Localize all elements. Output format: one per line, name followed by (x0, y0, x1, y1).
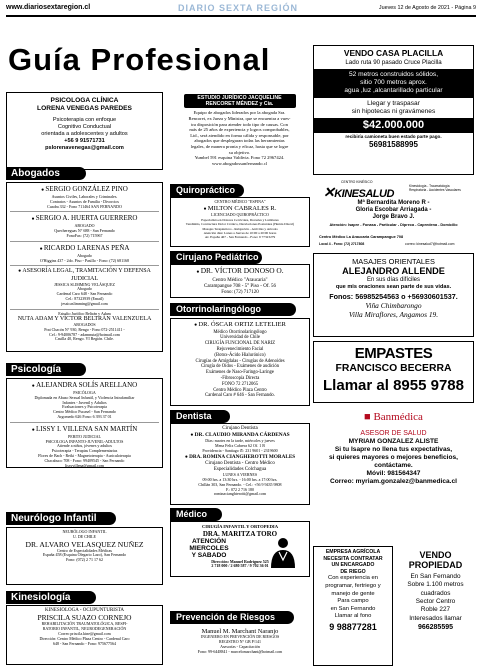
banner-line: 52 metros construidos sólidos, (348, 71, 439, 78)
listing-line: Especialista en Dolores Cervicales, Dorsales y Lumbares (201, 218, 279, 223)
listing-line: PSICÓLOGA (73, 390, 96, 395)
cirujano-pediatrico-listing (170, 264, 310, 298)
listing-line: Masajes Terapéuticos - Relajación - Arrivilas y Artrosis (202, 226, 278, 231)
logo-text: KINESALUD (334, 188, 394, 200)
listing-line: Flores de Bach - Reiki - Magnetoterapia - Auriculoterapia (38, 452, 131, 458)
listing-line: Abogado (77, 252, 92, 258)
listing-line: O'Higgins 437 - 2do. Piso - Pasillo - Fono: (72) 681168 (40, 257, 129, 263)
listing-email[interactable]: lissyvillena@gmail.com (65, 462, 104, 468)
ad-phone[interactable]: 8955 9788 (393, 377, 464, 394)
center-name: Centro Médico La Araucaria (319, 235, 370, 239)
newspaper-title: DIARIO SEXTA REGIÓN (178, 3, 299, 13)
riegos-listing (170, 626, 310, 664)
schedule-line: Y SABADO (191, 552, 227, 560)
header-rule (6, 15, 476, 17)
listing-name: ● RICARDO LARENAS PEÑA (39, 243, 130, 252)
ad-call-line (314, 375, 473, 397)
kinesalud-atencion: Atención: Isapre - Fonasa - Particular - Dipreca - Capredena - Domicilio (329, 223, 458, 227)
ad-title: ASESOR DE SALUD (360, 430, 427, 437)
listing-line: Casilla 40, Rengo. VI Región. Chile. (55, 336, 114, 342)
listing-line: Rejuvenecimiento Facial (216, 346, 264, 352)
ad-line: Psicoterapia con enfoque (52, 117, 117, 123)
listing-line: REGISTRO N° GB P/141 (219, 639, 261, 645)
listing-line: Fono: (072) 2 71 17 62 (66, 557, 103, 563)
listing-name: ● DR. ÓSCAR ORTIZ LETELIER (194, 321, 286, 328)
listing-line: Prat Chacón N° 930, Rengo - Fono 072-2511411 - (44, 326, 125, 332)
listing-name: ● DR. VÍCTOR DONOSO O. (196, 266, 284, 275)
kinesalud-names (313, 200, 474, 222)
ad-line: Equipo de abogados liderados por la abogada Sra. (193, 110, 286, 116)
listing-line: JESSICA SLIMMING VELÁSQUEZ (54, 281, 115, 287)
ad-subtitle: Lado ruta 90 pasado Cruce Placilla (345, 59, 442, 66)
ad-line: sin hipotecas ni gravámenes (351, 107, 436, 115)
listing-name: ● SERGIO GONZÁLEZ PINO (41, 185, 128, 193)
ad-line: Ltd., será atendido en forma cálida y responsable, por (190, 132, 289, 138)
ad-line: Con experiencia en (328, 575, 378, 582)
name-line: Jorge Bravo J. (372, 214, 415, 221)
listing-line: PERITO JUDICIAL (68, 433, 101, 439)
ad-line: Llegar y traspasar (367, 99, 420, 107)
name-line: Gloria Escobar Arriagada - (355, 207, 432, 214)
ad-line: Yumbel 591 esquina Valdivia. Fono 72 2967424. (194, 155, 285, 161)
kinesalud-tagline (409, 184, 461, 192)
listing-name-text: DR. VÍCTOR DONOSO O. (200, 266, 284, 275)
ad-line: NECESITA CONTRATAR (323, 555, 383, 562)
listing-line: INGENIERO EN PREVENCIÓN DE RIESGOS (200, 634, 280, 640)
ad-title: EMPASTES (354, 345, 433, 362)
ad-line: Rencoret, ex Jueza y Ministra, que se encuentra a vues- (188, 116, 291, 121)
listing-line: Chacabuco 708 - Fono: 99409545 - San Fernando (44, 457, 125, 463)
ad-line: si quieres mayores o mejores beneficios, (329, 454, 458, 461)
listing-line: U. DE CHILE (73, 533, 96, 539)
ad-banner (314, 69, 473, 98)
call-text: Llamar al (323, 377, 389, 394)
abogados-listings (6, 182, 163, 352)
casa-placilla-ad (313, 45, 474, 175)
ad-line: UN ENCARGADO (331, 562, 375, 569)
listing-line: 09:00 hrs. a 13:30 hrs. - 16:00 hrs. a 17:00 hrs. (202, 477, 278, 482)
category-medico: Médico (170, 508, 222, 521)
listing-line: Exámenes de Naso-Faringo-Laringe (206, 370, 274, 376)
ad-address-line: Viña Chimbarongo (365, 301, 422, 311)
listing-name-text: MILTON CABRALES R. (207, 204, 277, 212)
tagline-line: Respiratoria - Accidentes Vasculares (409, 188, 461, 192)
ad-line: más de 25 años de experiencia y logros comprobables, (189, 127, 290, 133)
listing-line: Estudio Jurídico Beltrán y Adam (58, 310, 111, 316)
ad-line: tra disposición para atender todo tipo de causas. Con (191, 121, 288, 127)
ad-email[interactable]: pslorenavenegas@gmail.com (45, 145, 124, 151)
listing-line: Carampangue 708 - 5° Piso - Of. 56 (204, 283, 276, 289)
listing-line: Cirujano Dentista (222, 426, 258, 431)
dentista-listings (170, 423, 310, 505)
listing-line: NEURÓLOGO INFANTIL (62, 529, 107, 534)
name-line: Mª Bernardita Moreno R - (357, 200, 430, 206)
ad-address-line: Villa Miraflores, Angamos 19. (348, 310, 439, 320)
listing-line: -Fibroscopía Directa (220, 375, 260, 381)
listing-line: Días: martes en la tarde, miércoles y jueves (205, 438, 275, 444)
listing-line: Providencia - Santiago ✆: 231 9601 - 2319600 (202, 448, 278, 453)
category-dentista: Dentista (170, 410, 230, 423)
listing-line: LICENCIADO QUIROPRÁCTICO (211, 212, 269, 218)
ad-line: manejo de gente (331, 590, 375, 597)
ad-phone[interactable]: 56981588995 (369, 140, 418, 150)
ad-line: su objetivo. (228, 149, 251, 155)
neurologo-listing (6, 527, 163, 585)
listing-line: Tendinitis, Contractura Dolor Crónico, Desviaciones Posturales (Hernia Discal) (185, 222, 295, 227)
ad-line: que mis oraciones sean parte de sus vidas. (335, 284, 452, 291)
listing-name-text: DR. CLAUDIO MIRANDA CÁRDENAS (194, 432, 290, 438)
listing-name: DRA. MARITZA TORO (202, 530, 278, 538)
ad-line: Roble 227 (420, 606, 451, 614)
ad-name: ALEJANDRO ALLENDE (342, 266, 445, 276)
schedule-line: MIERCOLES (189, 545, 229, 553)
kinesalud-phone[interactable]: Local 4 - Fono: (72) 2717808 (319, 242, 365, 246)
estudio-logo: ESTUDIO JURÍDICO JACQUELINE RENCORET MÉNDEZ y Cía. (184, 94, 296, 108)
listing-line: Psicoterapia - Terapias Complementarias (51, 448, 118, 454)
ad-line: EMPRESA AGRÍCOLA (325, 549, 381, 555)
listing-line: Argomedo 626 Fono: 6 393 37 01 (57, 413, 112, 419)
listing-line: Quechereguas N° 688 - San Fernando (54, 228, 115, 234)
issue-date: Jueves 12 de Agosto de 2021 - Página 9 (378, 5, 476, 11)
listing-line: Centro Médico "Araucaria" (212, 277, 268, 283)
listing-name-text: RICARDO LARENAS PEÑA (43, 243, 130, 252)
ad-line: Para campo (337, 598, 369, 605)
listing-line: CIRUGÍA FUNCIONAL DE NARIZ (204, 341, 276, 347)
listing-line: Especialidades Colchagua (213, 467, 267, 473)
listing-name: ● MILTON CABRALES R. (203, 204, 277, 212)
listing-line: Centro de Especialidades Médicas (57, 547, 112, 553)
listing-line: 648 - San Fernando - Fono: 975677564 (52, 640, 117, 646)
listing-line: Cirujano Dentista - Centro Médico (205, 461, 275, 467)
ad-email[interactable]: Correo: myriam.gonzalez@banmedica.cl (330, 478, 457, 485)
center-address: Carampangue 708 (370, 235, 404, 239)
listing-line: Centro Médico Pucasel - San Fernando (53, 409, 116, 415)
category-cirujano-pediatrico: Cirujano Pediátrico (170, 251, 262, 264)
listing-line: CENTRO MÉDICO "ESPINA" (214, 199, 266, 204)
ad-name: FRANCISCO BECERRA (335, 363, 452, 374)
listing-email[interactable]: Correo priscila.kine@gmail.com (58, 631, 111, 636)
listing-line: Centro Médico Plaza Centro (213, 387, 267, 393)
listing-name-text: SERGIO A. HUERTA GUERRERO (35, 214, 138, 223)
listing-line: F.: 072 2 716 180 (225, 486, 254, 492)
listing-name: PRISCILA SUAZO CORNEJO (37, 613, 132, 622)
section-title: Guía Profesional (8, 42, 271, 77)
listing-line: LUNES A VIERNES (222, 472, 258, 478)
ad-title: MASAJES ORIENTALES (352, 257, 435, 266)
listing-line: ABOGADOS (73, 321, 96, 327)
listing-line: Cel.: 87323939 (Email) (65, 295, 104, 301)
listing-line: KINESIOLOGA - OCUPUNTURISTA (44, 608, 125, 613)
listing-line: Asuntos Civiles, Laborales y Criminales. (51, 194, 118, 199)
ad-line: abogados que desplegaran todas las herramientas (194, 138, 285, 144)
logo-small-text: CENTRO KINÉSICO (341, 180, 373, 184)
listing-name: ● ASESORÍA LEGAL, TRAMITACIÓN Y DEFENSA JUDICIAL (18, 268, 151, 282)
listing-line: Fono: 99-6448841 - marcelomarchant@hotmail.com (197, 648, 283, 654)
listing-line: PSICOLOGA INFANTO-JUVENIL-ADULTOS (45, 438, 124, 444)
estudio-juridico-ad (168, 92, 311, 186)
listing-name: ● DRA. ROMINA CIANGHEROTTI MORALES (184, 453, 296, 460)
listing-line: Av. España 467 - San Fernando - Fono: 9 77323279 (204, 235, 276, 239)
listing-line: Mena Felix Cabrera 62 Of. 1 B (215, 443, 265, 449)
ad-phone[interactable]: Móvil: 981564347 (366, 470, 421, 477)
kinesiologia-listing (6, 605, 163, 665)
ad-line: Cognitivo Conductual (57, 124, 112, 130)
listing-line: Evaluaciones y Psicoterapia (62, 404, 107, 410)
banmedica-ad (313, 406, 474, 520)
listing-line: Cel.: 9-94006787 - adamnuta@hotmail.com (49, 331, 120, 337)
page-header (6, 3, 476, 15)
ad-line: En sus días difíciles (366, 277, 421, 283)
ad-line: Sobre 1.100 metros (407, 581, 464, 589)
listing-line: Cardenal Caro 648 - San Fernando (56, 291, 113, 297)
divider (10, 309, 159, 310)
divider (10, 241, 159, 242)
listing-name: DR. ALVARO VELASQUEZ NUÑEZ (25, 539, 144, 549)
listing-line: CIRUGÍA INFANTIL Y ORTOPEDIA (201, 524, 279, 529)
ad-phone[interactable]: +56 9 91571731 (64, 138, 105, 144)
listing-line: Fono: (72) 717120 (221, 289, 259, 295)
kinesalud-logo: ✕KINESALUD (323, 184, 394, 200)
listing-line: Cardenal Caro # 646 - San Fernando. (205, 393, 275, 399)
ad-title: PROPIEDAD (408, 560, 463, 571)
divider (10, 265, 159, 266)
category-abogados: Abogados (6, 167, 86, 180)
listing-line: Infantes - Juvenil y Adultos (62, 399, 107, 405)
listing-line: ABOGADO (74, 223, 95, 229)
ad-line: cuadrados (420, 589, 451, 597)
listing-line: Abogado (77, 286, 92, 292)
listing-name: Manuel M. Marchant Naranjo (201, 628, 279, 635)
listing-email[interactable]: rominacianghterotti@gmail.com (213, 491, 267, 497)
tagline-line: Kinesiología - Traumatología (409, 184, 450, 188)
listing-name: ● DR. CLAUDIO MIRANDA CÁRDENAS (190, 432, 290, 438)
listing-name: ● SERGIO A. HUERTA GUERRERO (31, 214, 138, 223)
kinesalud-ad (313, 178, 474, 250)
listing-line: (Botox-Ácido Hialurónico) (214, 352, 266, 358)
listing-line: FonoFax: (72) 715967 (66, 232, 103, 238)
listing-line: Cirugías de Amígdalas - Cirugías de Adenoides (195, 358, 285, 364)
agricola-ad (313, 546, 393, 666)
ad-title: VENDO CASA PLACILLA (343, 48, 444, 58)
ad-phone[interactable]: 966285595 (417, 624, 454, 632)
banner-line: agua ,luz ,alcantarillado particular (344, 87, 443, 95)
ad-line: en San Fernando (330, 605, 376, 612)
listing-line: España 458 (Esquina Olegario Lazo), San Fernando (42, 552, 127, 558)
category-kinesiologia: Kinesiología (6, 591, 96, 604)
category-neurologo: Neurólogo Infantil (6, 512, 116, 525)
listing-name: ● LISSY I. VILLENA SAN MARTÍN (31, 424, 138, 433)
listing-phone[interactable]: FONO 72 2712065 (221, 381, 259, 387)
ad-title: VENDO (419, 550, 452, 560)
masajes-ad (313, 253, 474, 337)
ad-note: recibiría camioneta buen estado parte pago. (345, 134, 442, 140)
ad-body (7, 117, 162, 152)
listing-name-text: ASESORÍA LEGAL, TRAMITACIÓN Y DEFENSA JUDICIAL (22, 268, 151, 282)
category-otorrino: Otorrinolaringólogo (170, 303, 296, 316)
brand-text: Banmédica (373, 411, 423, 423)
listing-name-text: ALEJANDRA SOLÍS ARELLANO (36, 381, 138, 389)
category-psicologia: Psicología (6, 363, 86, 376)
listing-line: RATORIO INFANTIL, NEURODEGENERACIÓN (42, 626, 127, 632)
banmedica-logo (313, 409, 474, 425)
empastes-ad (313, 341, 474, 403)
kinesalud-email[interactable]: correo: kinesalud7@hotmail.com (405, 242, 455, 246)
ad-line: Si tu Isapre no llena tus expectativas, (334, 446, 453, 453)
propiedad-ad (397, 546, 474, 666)
ad-line: legales, de manera pronta y eficaz, hasta que se logre (190, 143, 289, 149)
listing-name-text: SERGIO GONZÁLEZ PINO (45, 185, 128, 193)
ad-website[interactable]: www.abogadossanfernando.cl (211, 160, 268, 166)
divider (10, 211, 159, 212)
ad-line: contáctame. (374, 462, 413, 469)
doctor-figure-icon (263, 536, 303, 568)
psicologia-listings (6, 378, 163, 468)
psicologa-clinica-ad (6, 92, 163, 170)
listing-name-text: DR. ÓSCAR ORTIZ LETELIER (198, 321, 286, 328)
ad-line: Sector Centro (415, 598, 456, 606)
ad-phone[interactable]: Fonos: 56985254563 o +56930601537. (329, 292, 458, 302)
ad-phone[interactable]: 9 98877281 (329, 621, 377, 632)
listing-line: Chillán 303, San Fernando. - Cel.: +56 9 9435 9808 (198, 481, 282, 487)
listing-phone[interactable]: 2 718 000 / 2 680 587 / 9 702 36 01 (211, 563, 269, 569)
listing-line: Universidad de Chile (220, 335, 260, 341)
listing-line: Cuadra 332 - Fono 711464 SAN FERNANDO (47, 203, 122, 209)
schedule-line: ATENCIÓN (192, 538, 226, 545)
listing-name: NUTA ADAM Y VÍCTOR BELTRÁN VALENZUELA (17, 316, 152, 323)
listing-line: Dirección: Manuel Rodríguez 525 (211, 558, 269, 564)
medico-listing (170, 521, 310, 577)
listing-line: Atención días: Lunes a Jueves de 10:00 a 20:00 horas (203, 230, 277, 235)
listing-name-text: LISSY I. VILLENA SAN MARTÍN (36, 424, 138, 433)
banner-line: sitio 700 metros aprox. (360, 79, 427, 87)
listing-email[interactable]: jessicaslimming@gmail.com (61, 300, 108, 306)
divider (10, 422, 159, 423)
ad-line: DE RIEGO (340, 568, 366, 575)
category-riegos: Prevención de Riesgos (170, 611, 294, 624)
kinesalud-address (319, 235, 403, 239)
quiropractico-listing (170, 197, 310, 247)
ad-line: En San Fernando (410, 572, 461, 580)
site-url[interactable]: www.diariosextaregion.cl (6, 4, 91, 11)
listing-name-text: DRA. ROMINA CIANGHEROTTI MORALES (189, 453, 296, 460)
listing-name: ● ALEJANDRA SOLÍS ARELLANO (31, 381, 138, 389)
listing-line: Asesorías - Capacitación (220, 644, 260, 649)
listing-line: Cirugía de Oídos - Exámenes de audición (200, 364, 280, 370)
banmedica-mark-icon: ■ (364, 411, 371, 423)
category-quiropractico: Quiropráctico (170, 184, 244, 197)
listing-line: Contratos - Asuntos de Familia - Divorcios (50, 198, 119, 204)
medico-schedule (174, 538, 244, 560)
listing-line: REHABILITACIÓN TRAUMATOLÓGICA, RESPI- (41, 621, 128, 627)
listing-line: Dirección: Centro Médico Plaza Centro - Cardenal Caro (39, 635, 130, 641)
listing-line: Diplomada en Abuso Sexual Infantil, y Violencia Intrafamiliar (34, 394, 135, 400)
ad-name: MYRIAM GONZALEZ ALISTE (348, 438, 439, 445)
listing-line: Médico Otorrinolaringólogo (213, 329, 267, 335)
ad-name: LORENA VENEGAS PAREDES (37, 105, 132, 112)
otorrino-listing (170, 318, 310, 406)
ad-heading: PSICOLOGA CLÍNICA (50, 97, 119, 104)
listing-line: Atiende a niños, jóvenes y adultos (57, 443, 112, 449)
ad-line: Interesados llamar (409, 614, 462, 622)
ad-line: Llamar al fono (334, 613, 372, 620)
ad-line: orientada a adolescentes y adultos (41, 131, 128, 137)
ad-line: programar, fertriego y (325, 582, 381, 589)
ad-price: $42.000.000 (314, 118, 473, 133)
